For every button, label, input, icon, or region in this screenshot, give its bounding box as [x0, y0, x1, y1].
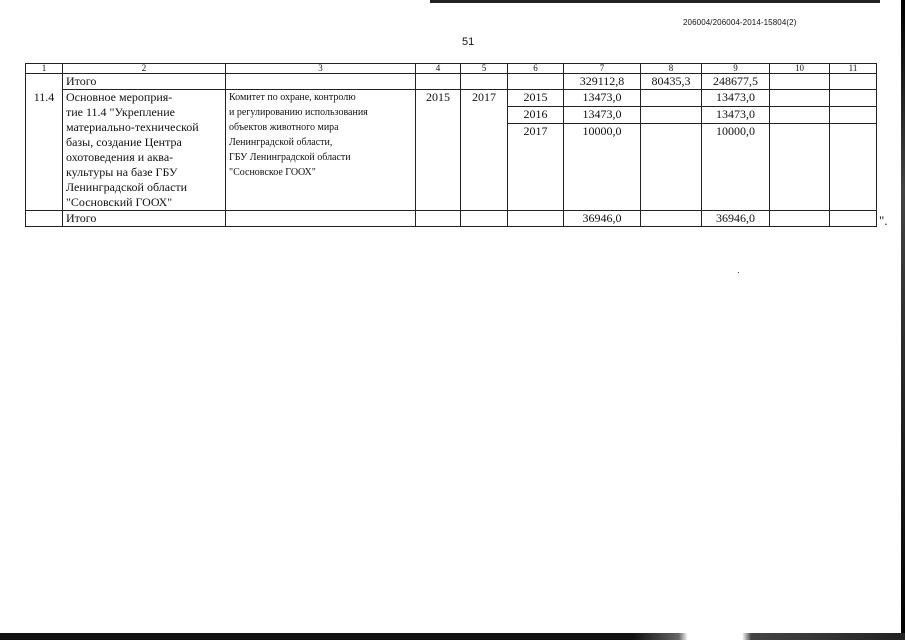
column-number: 11	[830, 64, 877, 74]
table-cell	[641, 107, 702, 124]
table-cell	[830, 211, 877, 227]
scan-speck	[738, 272, 739, 273]
column-number: 8	[641, 64, 702, 74]
column-number: 6	[508, 64, 564, 74]
year-c9: 13473,0	[702, 107, 770, 124]
table-cell	[461, 74, 508, 90]
table-cell	[416, 211, 461, 227]
document-id: 206004/206004-2014-15804(2)	[683, 18, 797, 27]
table-cell	[641, 211, 702, 227]
table-cell	[416, 74, 461, 90]
column-number: 4	[416, 64, 461, 74]
table-cell	[770, 124, 830, 211]
year-cell: 2016	[508, 107, 564, 124]
table-cell	[830, 124, 877, 211]
year-c9: 10000,0	[702, 124, 770, 211]
scan-edge-top	[430, 0, 880, 3]
table-cell	[508, 74, 564, 90]
year-c7: 13473,0	[564, 90, 641, 107]
total-c9: 36946,0	[702, 211, 770, 227]
total-row	[26, 211, 877, 227]
table-cell	[770, 107, 830, 124]
column-number: 10	[770, 64, 830, 74]
item-row	[26, 90, 877, 107]
column-number: 5	[461, 64, 508, 74]
total-c9: 248677,5	[702, 74, 770, 90]
column-number: 9	[702, 64, 770, 74]
table-cell	[830, 74, 877, 90]
total-c8: 80435,3	[641, 74, 702, 90]
column-number: 2	[63, 64, 226, 74]
table-cell	[830, 90, 877, 107]
table-cell	[226, 211, 416, 227]
table-cell	[830, 107, 877, 124]
scan-edge-bottom	[0, 633, 905, 640]
item-number: 11.4	[26, 90, 63, 211]
item-end-year: 2017	[461, 90, 508, 211]
program-table	[25, 63, 877, 227]
column-number-row	[26, 64, 877, 74]
column-number: 3	[226, 64, 416, 74]
year-c7: 13473,0	[564, 107, 641, 124]
table-cell	[26, 211, 63, 227]
column-number: 1	[26, 64, 63, 74]
closing-quote-mark: ".	[879, 213, 888, 228]
item-start-year: 2015	[416, 90, 461, 211]
total-label: Итого	[63, 211, 226, 227]
total-row	[26, 74, 877, 90]
table-cell	[641, 90, 702, 107]
total-label: Итого	[63, 74, 226, 90]
table-cell	[226, 74, 416, 90]
year-cell: 2015	[508, 90, 564, 107]
year-c7: 10000,0	[564, 124, 641, 211]
total-c7: 36946,0	[564, 211, 641, 227]
page-number: 51	[462, 36, 475, 48]
table-cell	[461, 211, 508, 227]
total-c7: 329112,8	[564, 74, 641, 90]
scan-edge-right	[901, 0, 905, 640]
table-cell	[508, 211, 564, 227]
table-cell	[26, 74, 63, 90]
table-cell	[770, 74, 830, 90]
table-cell	[641, 124, 702, 211]
item-name: Основное мероприя- тие 11.4 "Укрепление материально-технической базы, создание Центра охотоведения и аква- культуры на базе ГБУ Ленинградской области "Сосновский ГООХ"	[63, 90, 226, 211]
year-c9: 13473,0	[702, 90, 770, 107]
column-number: 7	[564, 64, 641, 74]
year-cell: 2017	[508, 124, 564, 211]
item-executor: Комитет по охране, контролю и регулированию использования объектов животного мира Ленинградской области, ГБУ Ленинградской области "Сосновское ГООХ"	[226, 90, 416, 211]
table-cell	[770, 211, 830, 227]
table-cell	[770, 90, 830, 107]
